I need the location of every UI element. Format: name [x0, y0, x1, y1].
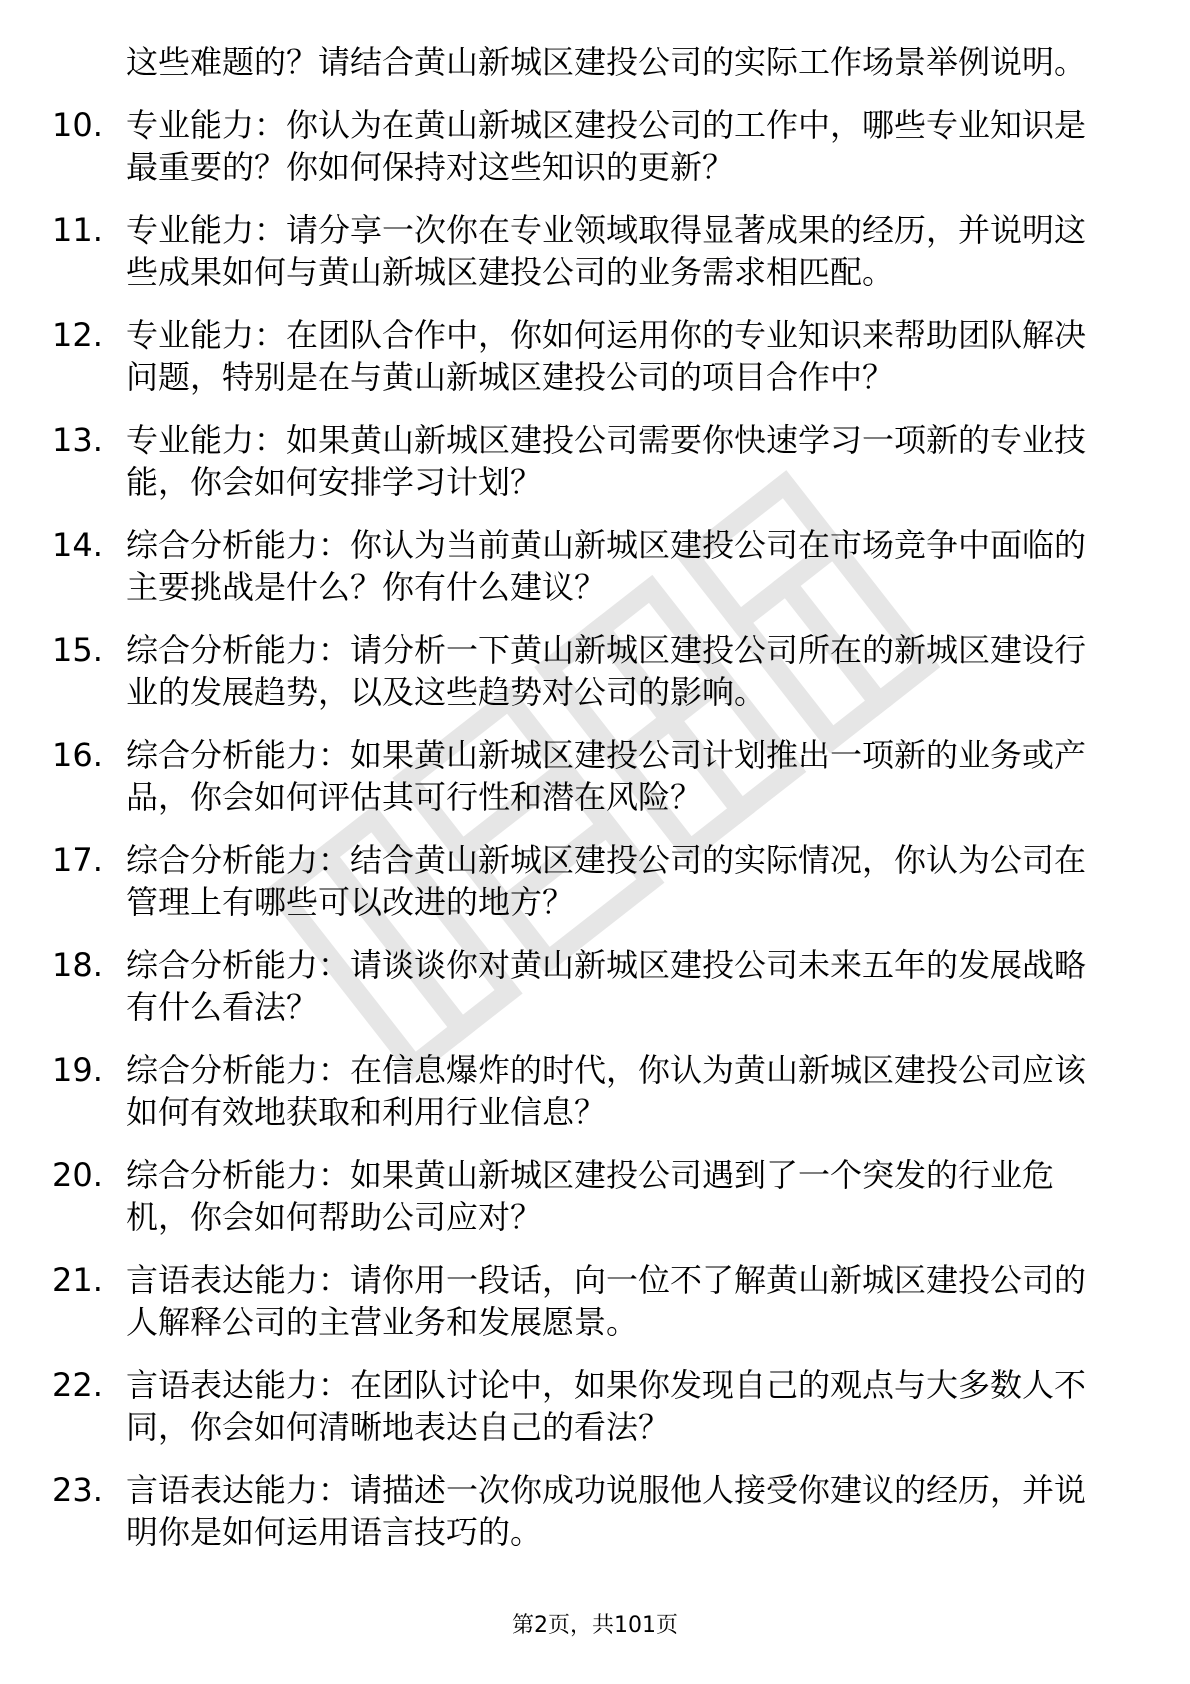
question-number: 20.	[52, 1156, 103, 1194]
continuation-text: 这些难题的？请结合黄山新城区建投公司的实际工作场景举例说明。	[126, 43, 1087, 81]
question-number: 23.	[52, 1471, 103, 1509]
question-number: 13.	[52, 421, 103, 459]
question-number: 10.	[52, 106, 103, 144]
list-item	[52, 1154, 1112, 1238]
question-number: 17.	[52, 841, 103, 879]
question-text: 言语表达能力：请描述一次你成功说服他人接受你建议的经历，并说明你是如何运用语言技巧的。	[126, 1471, 1087, 1551]
list-item	[52, 1259, 1112, 1343]
list-item	[52, 419, 1112, 503]
list-item	[52, 524, 1112, 608]
list-item	[52, 314, 1112, 398]
question-number: 21.	[52, 1261, 103, 1299]
question-number: 16.	[52, 736, 103, 774]
question-text: 综合分析能力：你认为当前黄山新城区建投公司在市场竞争中面临的主要挑战是什么？你有什么建议？	[126, 526, 1087, 606]
question-text: 综合分析能力：请分析一下黄山新城区建投公司所在的新城区建设行业的发展趋势，以及这些趋势对公司的影响。	[126, 631, 1087, 711]
question-text: 言语表达能力：请你用一段话，向一位不了解黄山新城区建投公司的人解释公司的主营业务和发展愿景。	[126, 1261, 1087, 1341]
question-list	[52, 41, 1112, 1574]
question-text: 综合分析能力：请谈谈你对黄山新城区建投公司未来五年的发展战略有什么看法？	[126, 946, 1087, 1026]
question-number: 12.	[52, 316, 103, 354]
question-text: 专业能力：在团队合作中，你如何运用你的专业知识来帮助团队解决问题，特别是在与黄山新城区建投公司的项目合作中？	[126, 316, 1087, 396]
question-number: 22.	[52, 1366, 103, 1404]
list-item	[52, 839, 1112, 923]
question-number: 18.	[52, 946, 103, 984]
question-text: 综合分析能力：在信息爆炸的时代，你认为黄山新城区建投公司应该如何有效地获取和利用行业信息？	[126, 1051, 1087, 1131]
list-item	[52, 1469, 1112, 1553]
question-number: 15.	[52, 631, 103, 669]
list-item	[52, 1049, 1112, 1133]
question-number: 11.	[52, 211, 103, 249]
list-item	[52, 104, 1112, 188]
question-text: 专业能力：请分享一次你在专业领域取得显著成果的经历，并说明这些成果如何与黄山新城区建投公司的业务需求相匹配。	[126, 211, 1087, 291]
question-text: 专业能力：如果黄山新城区建投公司需要你快速学习一项新的专业技能，你会如何安排学习计划？	[126, 421, 1087, 501]
list-item	[52, 209, 1112, 293]
question-number: 19.	[52, 1051, 103, 1089]
list-item	[52, 734, 1112, 818]
list-item	[52, 1364, 1112, 1448]
question-text: 专业能力：你认为在黄山新城区建投公司的工作中，哪些专业知识是最重要的？你如何保持对这些知识的更新？	[126, 106, 1087, 186]
list-item	[52, 944, 1112, 1028]
page-footer: 第2页，共101页	[512, 1613, 678, 1638]
list-item	[52, 629, 1112, 713]
question-text: 言语表达能力：在团队讨论中，如果你发现自己的观点与大多数人不同，你会如何清晰地表达自己的看法？	[126, 1366, 1087, 1446]
question-number: 14.	[52, 526, 103, 564]
question-text: 综合分析能力：结合黄山新城区建投公司的实际情况，你认为公司在管理上有哪些可以改进的地方？	[126, 841, 1087, 921]
question-text: 综合分析能力：如果黄山新城区建投公司计划推出一项新的业务或产品，你会如何评估其可行性和潜在风险？	[126, 736, 1087, 816]
question-text: 综合分析能力：如果黄山新城区建投公司遇到了一个突发的行业危机，你会如何帮助公司应对？	[126, 1156, 1055, 1236]
